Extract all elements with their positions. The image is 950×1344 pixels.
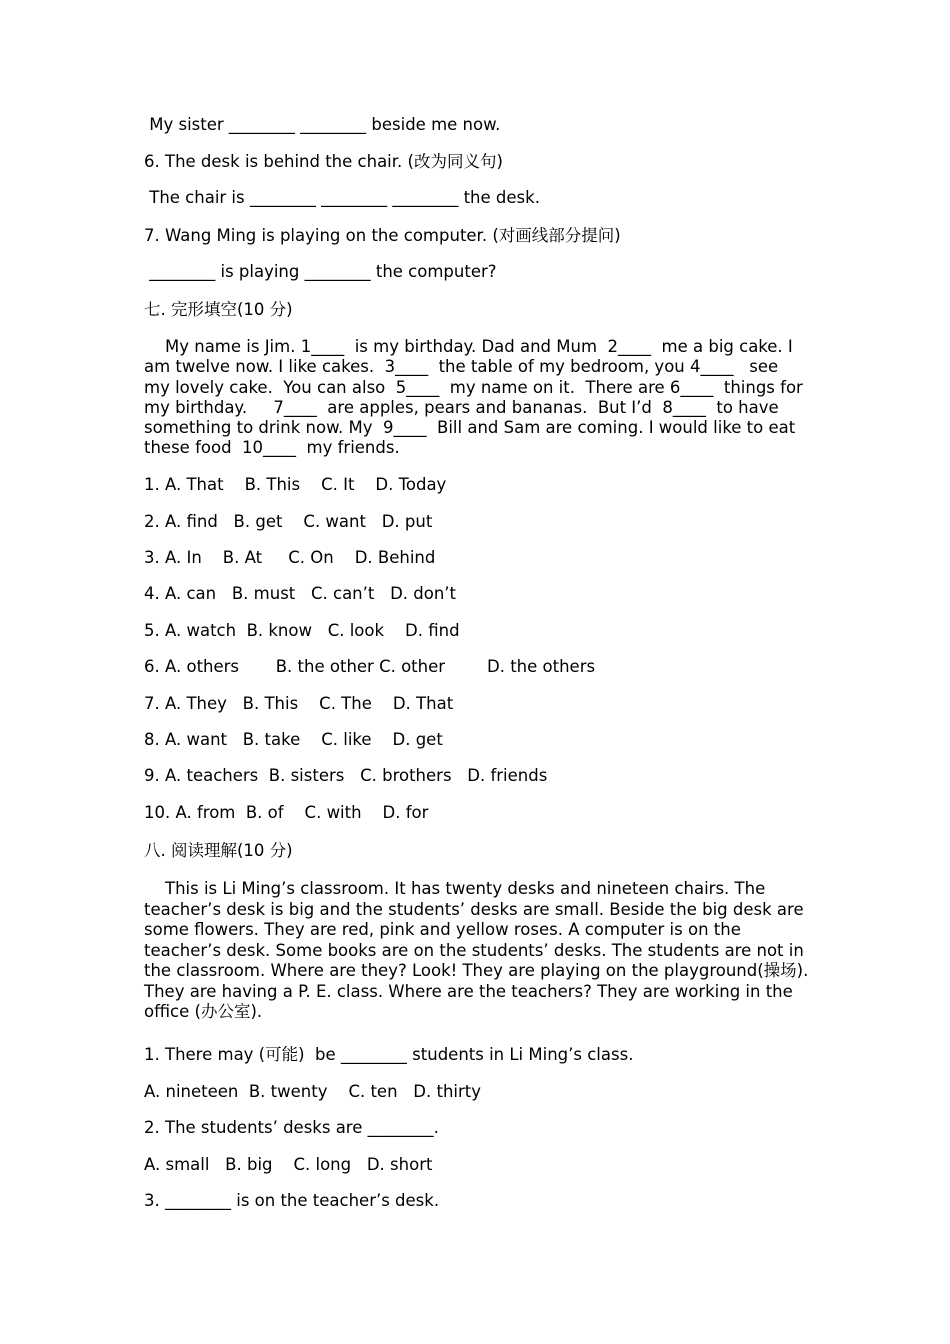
answer-line-7: ________ is playing ________ the computer? [144, 262, 497, 281]
cloze-heading: 七. 完形填空(10 分) [144, 300, 293, 319]
reading-options-2: A. small B. big C. long D. short [144, 1155, 433, 1174]
cloze-option-4: 4. A. can B. must C. can’t D. don’t [144, 584, 457, 603]
reading-question-3: 3. ________ is on the teacher’s desk. [144, 1191, 440, 1210]
cloze-option-6: 6. A. others B. the other C. other D. the others [144, 657, 596, 676]
reading-question-2: 2. The students’ desks are ________. [144, 1118, 439, 1137]
cloze-option-10: 10. A. from B. of C. with D. for [144, 803, 429, 822]
cloze-passage: My name is Jim. 1____ is my birthday. Dad and Mum 2____ me a big cake. I am twelve now. I like cakes. 3____ the table of my bedroom, you 4____ see my lovely cake. You can also 5____ my name on it. There are 6____ things for my birthday. 7____ are apples, pears and bananas. But I’d 8____ to have something to drink now. My 9____ Bill and Sam are coming. I would like to eat these food 10____ my friends. [144, 337, 809, 458]
cloze-option-1: 1. A. That B. This C. It D. Today [144, 475, 447, 494]
answer-line-6: The chair is ________ ________ ________ the desk. [144, 188, 540, 207]
cloze-option-9: 9. A. teachers B. sisters C. brothers D. friends [144, 766, 548, 785]
reading-passage: This is Li Ming’s classroom. It has twenty desks and nineteen chairs. The teacher’s desk is big and the students’ desks are small. Beside the big desk are some flowers. They are red, pink and yellow roses. A computer is on the teacher’s desk. Some books are on the students’ desks. The students are not in the classroom. Where are they? Look! They are playing on the playground(操场). They are having a P. E. class. Where are the teachers? They are working in the office (办公室). [144, 879, 814, 1021]
cloze-option-8: 8. A. want B. take C. like D. get [144, 730, 443, 749]
reading-question-1: 1. There may (可能) be ________ students in Li Ming’s class. [144, 1045, 634, 1064]
answer-line-5: My sister ________ ________ beside me now. [144, 115, 501, 134]
cloze-option-5: 5. A. watch B. know C. look D. find [144, 621, 460, 640]
question-6: 6. The desk is behind the chair. (改为同义句) [144, 152, 503, 171]
question-7: 7. Wang Ming is playing on the computer. (对画线部分提问) [144, 226, 621, 245]
cloze-option-3: 3. A. In B. At C. On D. Behind [144, 548, 436, 567]
cloze-option-2: 2. A. find B. get C. want D. put [144, 512, 433, 531]
cloze-option-7: 7. A. They B. This C. The D. That [144, 694, 454, 713]
reading-heading: 八. 阅读理解(10 分) [144, 841, 293, 860]
reading-options-1: A. nineteen B. twenty C. ten D. thirty [144, 1082, 482, 1101]
